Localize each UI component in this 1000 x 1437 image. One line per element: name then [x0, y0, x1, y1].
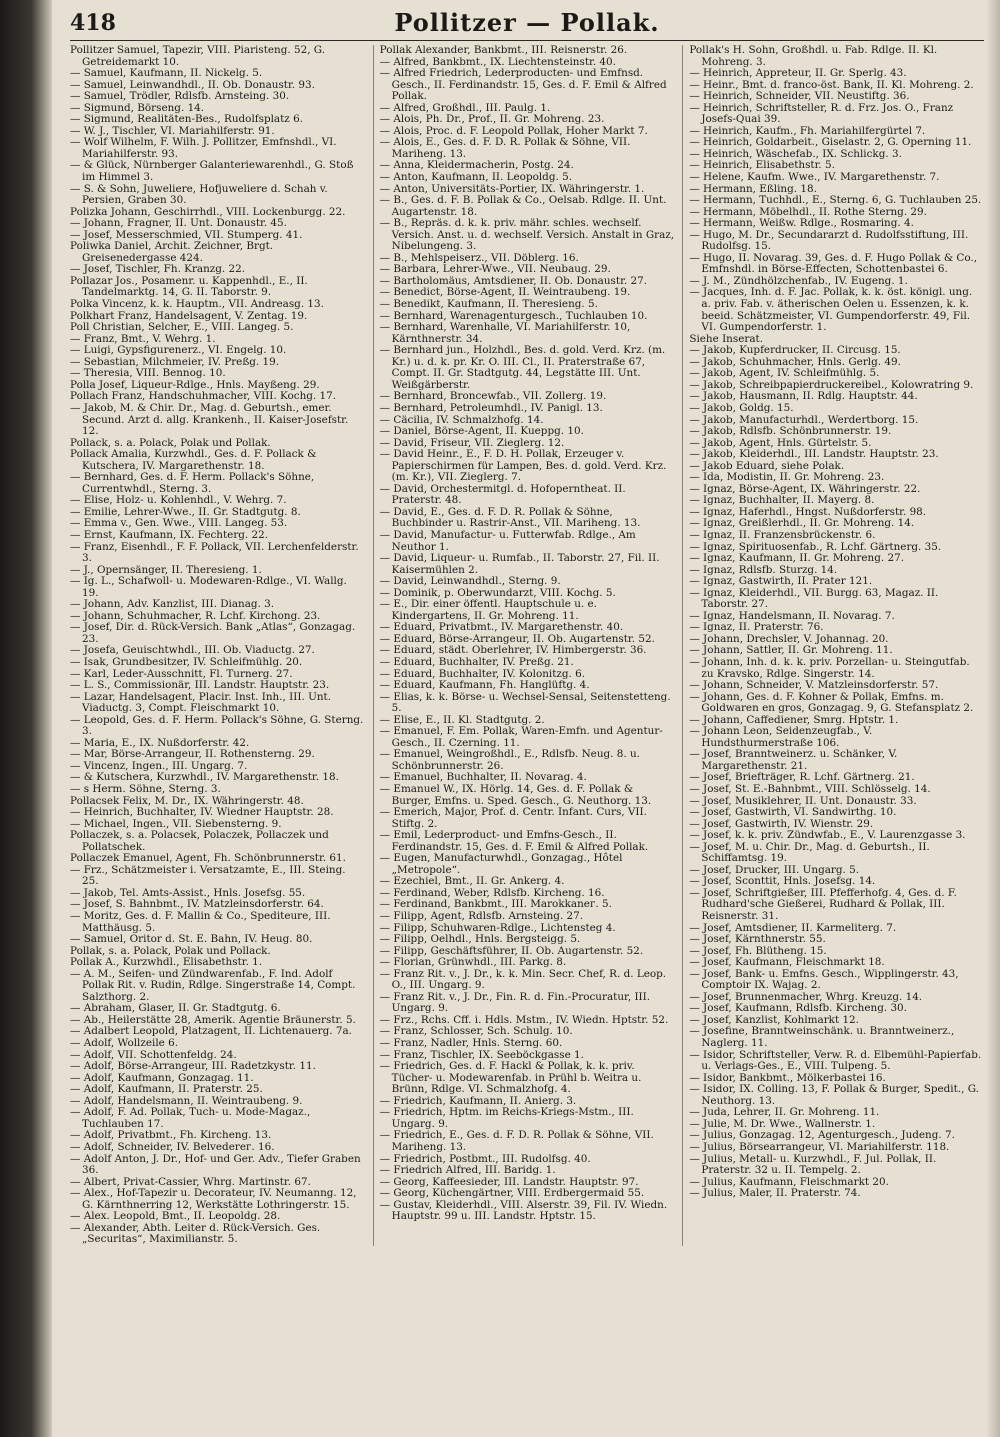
directory-entry: — Leopold, Ges. d. F. Herm. Pollack's Söhne, G. Sterng. 3. [70, 713, 364, 738]
directory-entry: — Friedrich, Hptm. im Reichs-Kriegs-Mstm., III. Ungarg. 9. [379, 1106, 634, 1130]
directory-entry: — W. J., Tischler, VI. Mariahilferstr. 91. [70, 124, 275, 137]
directory-entry: — Theresia, VIII. Bennog. 10. [70, 367, 226, 380]
directory-entry: — Josef, Messerschmied, VII. Stumperg. 41. [70, 228, 303, 241]
directory-entry: — Friedrich, Ges. d. F. Hackl & Pollak, k. k. priv. Tücher- u. Modewarenfab. in Prühl b. Weitra u. Brünn, Rdlge. VI. Schmalzhofg. 4. [379, 1060, 642, 1096]
directory-entry: — Johann, Drechsler, V. Johannag. 20. [689, 632, 889, 645]
directory-entry: — Josef, Kärnthnerstr. 55. [689, 933, 826, 946]
directory-entry: Pollitzer Samuel, Tapezir, VIII. Piaristeng. 52, G. Getreidemarkt 10. [70, 44, 326, 68]
directory-entry: — Benedikt, Kaufmann, II. Theresieng. 5. [379, 298, 598, 311]
directory-entry: — Alex. Leopold, Bmt., II. Leopoldg. 28. [70, 1210, 281, 1223]
directory-entry: — Josef, Sconttit, Hnls. Josefsg. 14. [689, 875, 876, 888]
entry-columns [70, 45, 984, 1246]
directory-entry: — Emanuel, Weingroßhdl., E., Rdlsfb. Neug. 8. u. Schönbrunnerstr. 26. [379, 748, 640, 772]
directory-entry: — Ignaz, II. Praterstr. 76. [689, 621, 824, 634]
directory-entry: — Samuel, Kaufmann, II. Nickelg. 5. [70, 67, 263, 80]
directory-entry: — Franz, Nadler, Hnls. Sterng. 60. [379, 1037, 563, 1050]
directory-entry: — B., Mehlspeiserz., VII. Döblerg. 16. [379, 251, 579, 264]
directory-entry: — Samuel, Trödler, Rdlsfb. Arnsteing. 30. [70, 90, 290, 103]
directory-entry: — Josef, Fh. Blütheng. 15. [689, 944, 827, 957]
directory-entry: — Emanuel, F. Em. Pollak, Waren-Emfn. und Agentur-Gesch., II. Czerning. 11. [379, 725, 663, 749]
directory-entry: — Josef, Gastwirth, VI. Sandwirthg. 10. [689, 806, 897, 819]
directory-entry: — Josef, Drucker, III. Ungarg. 5. [689, 863, 860, 876]
directory-entry: — Heinrich, Schneider, VII. Neustiftg. 36. [689, 90, 910, 103]
directory-entry: — Isidor, Bankbmt., Mölkerbastei 16. [689, 1071, 886, 1084]
directory-entry: — Josefa, Geuischtwhdl., III. Ob. Viaductg. 27. [70, 644, 315, 657]
directory-entry: — Alexander, Abth. Leiter d. Rück-Versich. Ges. „Securitas“, Maximilianstr. 5. [70, 1221, 321, 1246]
directory-entry: — Elias, k. k. Börse- u. Wechsel-Sensal, Seitenstetteng. 5. [379, 690, 671, 715]
directory-entry: — A. M., Seifen- und Zündwarenfab., F. Ind. Adolf Pollak Rit. v. Rudin, Rdlge. Singerstraße 14, Compt. Salzthorg. 2. [70, 967, 356, 1003]
directory-entry: — Jakob, Agent, Hnls. Gürtelstr. 5. [689, 436, 872, 449]
directory-entry: — Filipp, Geschäftsführer, II. Ob. Augartenstr. 52. [379, 944, 644, 957]
directory-entry: Poliwka Daniel, Archit. Zeichner, Brgt. Greisenedergasse 424. [70, 240, 274, 264]
directory-entry: — Helene, Kaufm. Wwe., IV. Margarethenstr. 7. [689, 171, 940, 184]
directory-entry: — Albert, Privat-Cassier, Whrg. Martinstr. 67. [70, 1175, 311, 1188]
directory-entry: — Josef, Tischler, Fh. Kranzg. 22. [70, 263, 246, 276]
directory-entry: — Ignaz, Buchhalter, II. Mayerg. 8. [689, 494, 875, 507]
directory-entry: — Georg, Kaffeesieder, III. Landstr. Hauptstr. 97. [379, 1175, 639, 1188]
directory-entry: — Josef, k. k. priv. Zündwfab., E., V. Laurenzgasse 3. [689, 829, 966, 842]
directory-entry: — Barbara, Lehrer-Wwe., VII. Neubaug. 29. [379, 263, 611, 276]
directory-entry: — Samuel, Oritor d. St. E. Bahn, IV. Heug. 80. [70, 933, 313, 946]
directory-entry: — Heinrich, Kaufm., Fh. Mariahilfergürtel 7. [689, 124, 926, 137]
directory-entry: — Alfred, Großhdl., III. Paulg. 1. [379, 101, 551, 114]
directory-entry: — Jakob, Schuhmacher, Hnls. Gerlg. 49. [689, 355, 901, 368]
directory-entry: — Julius, Kaufmann, Fleischmarkt 20. [689, 1175, 889, 1188]
directory-entry: — J., Opernsänger, II. Theresieng. 1. [70, 563, 262, 576]
directory-entry: — Gustav, Kleiderhdl., VIII. Alserstr. 39, Fil. IV. Wiedn. Hauptstr. 99 u. III. Landstr. Hptstr. 15. [379, 1198, 668, 1223]
directory-entry: — Ignaz, Börse-Agent, IX. Währingerstr. 22. [689, 482, 921, 495]
directory-entry: — Friedrich, E., Ges. d. F. D. R. Pollak & Söhne, VII. Mariheng. 13. [379, 1129, 654, 1153]
directory-entry: — Jakob, Agent, IV. Schleifmühlg. 5. [689, 367, 880, 380]
directory-entry: Pollak, s. a. Polack, Polak und Pollack. [70, 944, 271, 957]
directory-entry: — Ab., Heilerstätte 28, Amerik. Agentie Bräunerstr. 5. [70, 1013, 356, 1026]
directory-entry: — Jakob, Manufacturhdl., Werdertborg. 15. [689, 413, 919, 426]
directory-entry: — Josef, Schriftgießer, III. Pfefferhofg. 4, Ges. d. F. Rudhard'sche Gießerei, Rudhard & Pollak, III. Reisnerstr. 31. [689, 886, 957, 923]
directory-entry: — Adolf, Handelsmann, II. Weintraubeng. 9. [70, 1094, 303, 1107]
directory-entry: — Elise, Holz- u. Kohlenhdl., V. Wehrg. 7. [70, 494, 287, 507]
directory-entry: — David, Liqueur- u. Rumfab., II. Taborstr. 27, Fil. II. Kaisermühlen 2. [379, 552, 660, 576]
directory-entry: — Heinrich, Goldarbeit., Giselastr. 2, G. Operning 11. [689, 136, 972, 149]
directory-entry: — Ferdinand, Bankbmt., III. Marokkaneг. 5. [379, 898, 612, 911]
directory-entry: — Sigmund, Börseng. 14. [70, 101, 205, 114]
directory-entry: Siehe Inserat. [689, 332, 763, 345]
directory-entry: Polka Vincenz, k. k. Hauptm., VII. Andreasg. 13. [70, 298, 324, 311]
directory-entry: — Ignaz, Greißlerhdl., II. Gr. Mohreng. 14. [689, 517, 915, 530]
directory-entry: — E., Dir. einer öffentl. Hauptschule u. e. Kindergartens, II. Gr. Mohreng. 11. [379, 598, 597, 622]
directory-entry: — L. S., Commissionär, III. Landstr. Hauptstr. 23. [70, 679, 330, 692]
directory-entry: — Anna, Kleidermacherin, Postg. 24. [379, 159, 574, 172]
directory-entry: Poll Christian, Selcher, E., VIII. Langeg. 5. [70, 321, 294, 334]
directory-entry: — Jakob, Tel. Amts-Assist., Hnls. Josefsg. 55. [70, 886, 306, 899]
directory-entry: — B., Repräs. d. k. k. priv. mähr. schles. wechself. Versich. Anst. u. d. wechself. Versich. Anstalt in Graz, Nibelungeng. 3. [379, 217, 675, 253]
directory-entry: — Emilie, Lehrer-Wwe., II. Gr. Stadtgutg. 8. [70, 505, 301, 518]
directory-entry: — J. M., Zündhölzchenfab., IV. Eugeng. 1. [689, 274, 908, 287]
directory-entry: — Sebastian, Milchmeier, IV. Preßg. 19. [70, 355, 280, 368]
directory-entry: — Franz, Tischler, IX. Seeböckgasse 1. [379, 1048, 584, 1061]
directory-entry: — Josef, S. Bahnbmt., IV. Matzleinsdorferstr. 64. [70, 898, 324, 911]
directory-entry: — Abraham, Glaser, II. Gr. Stadtgutg. 6. [70, 1002, 281, 1015]
directory-entry: — Eduard, Privatbmt., IV. Margarethenstr. 40. [379, 621, 624, 634]
directory-entry: — Eugen, Manufacturwhdl., Gonzagag., Hôtel „Metropole“. [379, 852, 623, 876]
directory-entry: — Jacques, Inh. d. F. Jac. Pollak, k. k. öst. königl. ung. a. priv. Fab. v. ätherischen Oelen u. Essenzen, k. k. beeid. Schätzmeister, VI. Gumpendorferstr. 49, Fil. VI. Gumpendorferstr. 1. [689, 286, 973, 334]
directory-entry: — Juda, Lehrer, II. Gr. Mohreng. 11. [689, 1106, 880, 1119]
directory-entry: — Ignaz, Spirituosenfab., R. Lchf. Gärtnerg. 35. [689, 540, 942, 553]
directory-entry: — Alfred Friedrich, Lederproducten- und Emfnsd. Gesch., II. Ferdinandstr. 15, Ges. d. F. Emil & Alfred Pollak. [379, 67, 667, 103]
directory-entry: — S. & Sohn, Juweliere, Hofjuweliere d. Schah v. Persien, Graben 30. [70, 182, 328, 207]
directory-entry: — Ignaz, Haferhdl., Hngst. Nußdorferstr. 98. [689, 505, 927, 518]
directory-entry: Pollacsek Felix, M. Dr., IX. Währingerstr. 48. [70, 794, 304, 807]
directory-entry: — & Kutschera, Kurzwhdl., IV. Margarethenstr. 18. [70, 771, 339, 784]
directory-entry: — Adalbert Leopold, Platzagent, II. Lichtenauerg. 7a. [70, 1025, 352, 1038]
directory-entry: — Franz, Schlosser, Sch. Schulg. 10. [379, 1025, 573, 1038]
directory-entry: — Jakob, Hausmann, II. Rdlg. Hauptstr. 44. [689, 390, 918, 403]
directory-entry: — Adolf, Kaufmann, Gonzagag. 11. [70, 1071, 254, 1084]
directory-entry: — Friedrich, Kaufmann, II. Anierg. 3. [379, 1094, 577, 1107]
directory-entry: — Alex., Hof-Tapezir u. Decorateur, IV. Neumanng. 12, G. Kärnthnerring 12, Werkstätte Lothringerstr. 15. [70, 1187, 357, 1211]
directory-entry: — Franz, Bmt., V. Wehrg. 1. [70, 332, 216, 345]
directory-entry: — Bernhard jun., Holzhdl., Bes. d. gold. Verd. Krz. (m. Kr.) u. d. k. pr. Kr. O. III. Cl., II. Praterstraße 67, Compt. II. Gr. Stadtgutg. 44, Legstätte III. Unt. Weißgärberstr. [379, 344, 666, 391]
directory-entry: — Josef, Musiklehrer, II. Unt. Donaustr. 33. [689, 794, 917, 807]
directory-entry: Pollack Amalia, Kurzwhdl., Ges. d. F. Pollack & Kutschera, IV. Margarethenstr. 18. [70, 448, 317, 472]
directory-entry: — Julius, Maler, II. Praterstr. 74. [689, 1187, 861, 1200]
directory-entry: — s Herm. Söhne, Sterng. 3. [70, 783, 221, 795]
directory-entry: — Hermann, Eßling. 18. [689, 182, 817, 195]
directory-entry: — Adolf, VII. Schottenfeldg. 24. [70, 1048, 237, 1061]
directory-entry: — Filipp, Schuhwaren-Rdlge., Lichtensteg 4. [379, 921, 616, 934]
directory-entry: — Adolf, Privatbmt., Fh. Kircheng. 13. [70, 1129, 272, 1142]
directory-entry: — Hermann, Möbelhdl., II. Rothe Sterng. 29. [689, 205, 927, 218]
directory-entry: — B., Ges. d. F. B. Pollak & Co., Oelsab. Rdlge. II. Unt. Augartenstr. 18. [379, 194, 667, 218]
directory-entry: — Hermann, Tuchhdl., E., Sterng. 6, G. Tuchlauben 25. [689, 194, 982, 207]
directory-entry: — & Glück, Nürnberger Galanteriewarenhdl., G. Stoß im Himmel 3. [70, 159, 354, 184]
directory-entry: — Heinrich, Schriftsteller, R. d. Frz. Jos. O., Franz Josefs-Quai 39. [689, 101, 954, 126]
directory-entry: — Isidor, Schriftsteller, Verw. R. d. Elbemühl-Papierfab. u. Verlags-Ges., E., VIII. Tulpeng. 5. [689, 1048, 982, 1073]
directory-entry: — Florian, Grünwhdl., III. Parkg. 8. [379, 956, 567, 969]
directory-entry: — Bernhard, Warenagenturgesch., Tuchlauben 10. [379, 309, 648, 322]
directory-entry: — Frz., Rchs. Cff. i. Hdls. Mstm., IV. Wiedn. Hptstr. 52. [379, 1013, 669, 1026]
directory-entry: — Benedict, Börse-Agent, II. Weintraubeng. 19. [379, 286, 631, 299]
directory-entry: — Adolf, Schneider, IV. Belvederег. 16. [70, 1140, 275, 1153]
directory-entry: — Josef, M. u. Chir. Dr., Mag. d. Geburtsh., II. Schiffamtsg. 19. [689, 840, 930, 865]
directory-entry: — Ida, Modistin, II. Gr. Mohreng. 23. [689, 471, 885, 484]
directory-entry: — Julius, Gonzagag. 12, Agenturgesch., Judeng. 7. [689, 1129, 955, 1142]
directory-entry: — Bernhard, Broncewfab., VII. Zollerg. 19. [379, 390, 607, 403]
directory-entry: Pollak's H. Sohn, Großhdl. u. Fab. Rdlge. II. Kl. Mohreng. 3. [689, 44, 938, 68]
directory-entry: — Isak, Grundbesitzer, IV. Schleifmühlg. 20. [70, 655, 303, 668]
directory-entry: — Johann, Schneider, V. Matzleinsdorferstr. 57. [689, 679, 939, 692]
directory-entry: — Emanuel, Buchhalter, II. Novarag. 4. [379, 771, 587, 784]
directory-entry: — Ignaz, Gastwirth, II. Prater 121. [689, 575, 873, 588]
page-number: 418 [70, 10, 116, 36]
directory-entry: — Jakob Eduard, siehe Polak. [689, 459, 845, 472]
directory-entry: — Heinrich, Wäschefab., IX. Schlickg. 3. [689, 147, 902, 160]
directory-entry: — Eduard, Börse-Arrangeur, II. Ob. Augartenstr. 52. [379, 632, 655, 645]
directory-entry: — Isidor, IX. Colling. 13, F. Pollak & Burger, Spedit., G. Neuthorg. 13. [689, 1083, 979, 1107]
directory-entry: — Franz Rit. v., J. Dr., k. k. Min. Secr. Chef, R. d. Leop. O., III. Ungarg. 9. [379, 967, 667, 992]
directory-entry: — Josefine, Branntweinschänk. u. Branntweinerz., Naglerg. 11. [689, 1025, 955, 1050]
directory-entry: — Dominik, p. Oberwundarzt, VIII. Kochg. 5. [379, 586, 616, 599]
directory-entry: — Hugo, M. Dr., Secundararzt d. Rudolfsstiftung, III. Rudolfsg. 15. [689, 228, 969, 253]
directory-entry: — Adolf, Börse-Arrangeur, III. Radetzkystr. 11. [70, 1060, 316, 1073]
directory-entry: — Julius, Metall- u. Kurzwhdl., F. Jul. Pollak, II. Praterstr. 32 u. II. Tempelg. 2. [689, 1152, 937, 1177]
directory-entry: — Jakob, Kleiderhdl., III. Landstr. Hauptstr. 23. [689, 448, 939, 461]
directory-entry: — Eduard, Buchhalter, IV. Kolonitzg. 6. [379, 667, 586, 680]
directory-entry: — Anton, Universitäts-Portier, IX. Währingerstr. 1. [379, 182, 645, 195]
directory-entry: Pollack, s. a. Polack, Polak und Pollak. [70, 436, 271, 449]
directory-entry: — Michael, Ingen., VII. Siebensterng. 9. [70, 817, 282, 830]
directory-entry: Pollak Alexander, Bankbmt., III. Reisnerstr. 26. [379, 44, 628, 56]
directory-entry: Pollak A., Kurzwhdl., Elisabethstr. 1. [70, 956, 263, 969]
directory-entry: — Karl, Leder-Ausschnitt, Fl. Turnerg. 27. [70, 667, 293, 680]
directory-entry: — Eduard, Buchhalter, IV. Preßg. 21. [379, 655, 574, 668]
directory-entry: — Daniel, Börse-Agent, II. Kueppg. 10. [379, 425, 584, 438]
directory-entry: — Heinr., Bmt. d. franco-öst. Bank, II. Kl. Mohreng. 2. [689, 78, 974, 91]
directory-entry: — Josef, Brunnenmacher, Whrg. Kreuzg. 14. [689, 990, 923, 1003]
directory-entry: — Ignaz, Kleiderhdl., VII. Burgg. 63, Magaz. II. Taborstr. 27. [689, 586, 939, 611]
directory-entry: — Luigi, Gypsfigurenerz., VI. Engelg. 10. [70, 344, 287, 357]
directory-entry: — Franz, Eisenhdl., F. F. Pollack, VII. Lerchenfelderstr. 3. [70, 540, 359, 565]
directory-entry: — Ignaz, Handelsmann, II. Novarag. 7. [689, 609, 895, 622]
directory-entry: Polla Josef, Liqueur-Rdlge., Hnls. Mayßeng. 29. [70, 378, 320, 391]
directory-entry: — Josef, Branntweinerz. u. Schänker, V. Margarethenstr. 21. [689, 748, 898, 772]
directory-entry: — Hugo, II. Novarag. 39, Ges. d. F. Hugo Pollak & Co., Emfnshdl. in Börse-Effecten, Schottenbastei 6. [689, 251, 978, 276]
directory-entry: — Maria, E., IX. Nußdorferstr. 42. [70, 736, 250, 749]
directory-entry: — Jakob, Schreibpapierdruckereibel., Kolowratring 9. [689, 378, 974, 391]
directory-entry: — Heinrich, Elisabethstr. 5. [689, 159, 835, 172]
directory-entry: — Ernst, Kaufmann, IX. Fechterg. 22. [70, 528, 269, 541]
directory-entry: Pollaczek, s. a. Polacsek, Polaczek, Pollaczek und Pollatschek. [70, 829, 329, 853]
page-fold-shadow [986, 0, 1000, 1437]
directory-entry: — Jakob, Rdlsfb. Schönbrunnerstr. 19. [689, 425, 892, 438]
directory-entry: — Friedrich Alfred, III. Baridg. 1. [379, 1164, 556, 1177]
directory-entry: — David, Leinwandhdl., Sterng. 9. [379, 575, 561, 588]
directory-entry: — Ignaz, Rdlsfb. Sturzg. 14. [689, 563, 838, 576]
directory-entry: — David Heinr., E., F. D. H. Pollak, Erzeuger v. Papierschirmen für Lampen, Bes. d. gold. Verd. Krz. (m. Kr.), VII. Zieglerg. 7. [379, 448, 667, 484]
directory-entry: — Heinrich, Buchhalter, IV. Wiedner Hauptstr. 28. [70, 806, 334, 819]
directory-entry: — Ezechiel, Bmt., II. Gr. Ankerg. 4. [379, 875, 565, 888]
directory-entry: — Alois, Ph. Dr., Prof., II. Gr. Mohreng. 23. [379, 113, 605, 126]
directory-entry: Polkhart Franz, Handelsagent, V. Zentag. 19. [70, 309, 308, 322]
directory-entry: — Julius, Börsearrangeur, VI. Mariahilferstr. 118. [689, 1140, 950, 1153]
page-header [70, 8, 984, 38]
directory-entry: — Heinrich, Appreteur, II. Gr. Sperlg. 43. [689, 67, 907, 80]
directory-entry: Pollach Franz, Handschuhmacher, VIII. Kochg. 17. [70, 390, 337, 403]
directory-entry: — Wolf Wilhelm, F. Wilh. J. Pollitzer, Emfnshdl., VI. Mariahilferstr. 93. [70, 136, 337, 160]
directory-entry: — David, Manufactur- u. Futterwfab. Rdlge., Am Neuthor 1. [379, 528, 636, 553]
directory-entry: Pollazar Jos., Posamenr. u. Kappenhdl., E., II. Tandelmarktg. 14, G. II. Taborstr. 9. [70, 274, 308, 299]
directory-entry: — Friedrich, Postbmt., III. Rudolfsg. 40. [379, 1152, 591, 1165]
directory-entry: — Josef, St. E.-Bahnbmt., VIII. Schlösselg. 14. [689, 783, 931, 795]
directory-entry: — Sigmund, Realitäten-Bes., Rudolfsplatz 6. [70, 113, 303, 126]
directory-entry: — Johann, Caffediener, Smrg. Hptstr. 1. [689, 713, 899, 726]
directory-entry: — Bernhard, Ges. d. F. Herm. Pollack's Söhne, Currentwhdl., Sterng. 3. [70, 471, 315, 495]
directory-entry: — Mar, Börse-Arrangeur, II. Rothensterng. 29. [70, 748, 315, 761]
directory-entry: — Filipp, Agent, Rdlsfb. Arnsteing. 27. [379, 910, 584, 923]
directory-entry: — Anton, Kaufmann, II. Leopoldg. 5. [379, 171, 572, 184]
directory-entry: — Bartholomäus, Amtsdiener, II. Ob. Donaustr. 27. [379, 274, 648, 287]
directory-entry: — Eduard, städt. Oberlehrer, IV. Himbergerstr. 36. [379, 644, 647, 657]
directory-entry: — Emanuel W., IX. Hörlg. 14, Ges. d. F. Pollak & Burger, Emfns. u. Sped. Gesch., G. Neuthorg. 13. [379, 783, 652, 807]
directory-entry: — Georg, Küchengärtner, VIII. Erdbergermaid 55. [379, 1187, 645, 1200]
directory-entry: — Ferdinand, Weber, Rdlsfb. Kircheng. 16. [379, 886, 605, 899]
directory-entry: — Bernhard, Warenhalle, VI. Mariahilferstr. 10, Kärnthnerstr. 34. [379, 321, 631, 345]
directory-entry: — Josef, Bank- u. Emfns. Gesch., Wipplingerstr. 43, Comptoir IX. Wajag. 2. [689, 967, 959, 992]
directory-entry: — Johann, Sattler, II. Gr. Mohreng. 11. [689, 644, 893, 657]
directory-entry: — Adolf, F. Ad. Pollak, Tuch- u. Mode-Magaz., Tuchlauben 17. [70, 1106, 311, 1130]
directory-entry: — Alois, E., Ges. d. F. D. R. Pollak & Söhne, VII. Mariheng. 13. [379, 136, 631, 160]
directory-entry: — Ignaz, II. Franzensbrückenstr. 6. [689, 528, 876, 541]
directory-entry: — Bernhard, Petroleumhdl., IV. Panigl. 13. [379, 401, 603, 414]
directory-entry: — Jakob, Goldg. 15. [689, 401, 794, 414]
directory-entry: — Eduard, Kaufmann, Fh. Hanglüftg. 4. [379, 679, 590, 692]
directory-entry: — Emerich, Major, Prof. d. Centr. Infant. Curs, VII. Stiftg. 2. [379, 806, 647, 830]
directory-entry: — Samuel, Leinwandhdl., II. Ob. Donaustr. 93. [70, 78, 315, 91]
directory-entry: — Vincenz, Ingen., III. Ungarg. 7. [70, 759, 248, 772]
header-rule [70, 40, 984, 41]
directory-entry: — Julie, M. Dr. Wwe., Wallnerstr. 1. [689, 1117, 876, 1130]
directory-entry: — Filipp, Oelhdl., Hnls. Bergsteigg. 5. [379, 933, 581, 946]
directory-entry: — Johann, Inh. d. k. k. priv. Porzellan- u. Steingutfab. zu Kravsko, Rdlge. Singerstr. 14. [689, 655, 970, 680]
directory-entry: — Alfred, Bankbmt., IX. Liechtensteinstr. 40. [379, 55, 616, 68]
running-head: Pollitzer — Pollak. [394, 8, 660, 37]
directory-entry: — David, Friseur, VII. Zieglerg. 12. [379, 436, 565, 449]
directory-entry: — Josef, Gastwirth, IV. Wienstr. 29. [689, 817, 874, 830]
directory-entry: — Josef, Kanzlist, Kohlmarkt 12. [689, 1013, 859, 1026]
directory-entry: — Moritz, Ges. d. F. Mallin & Co., Spediteure, III. Matthäusg. 5. [70, 910, 331, 934]
directory-entry: — Johann Leon, Seidenzeugfab., V. Hundsthurmerstraße 106. [689, 725, 873, 749]
directory-entry: — Johann, Fragner, II. Unt. Donaustr. 45. [70, 217, 287, 230]
directory-entry: — Frz., Schätzmeister i. Versatzamte, E., III. Steing. 25. [70, 863, 346, 888]
directory-entry: — Josef, Dir. d. Rück-Versich. Bank „Atlas“, Gonzagag. 23. [70, 621, 356, 645]
directory-entry: — Johann, Adv. Kanzlist, III. Dianag. 3. [70, 598, 275, 611]
directory-entry: — Ignaz, Kaufmann, II. Gr. Mohreng. 27. [689, 552, 905, 565]
directory-entry: — Adolf, Wollzeile 6. [70, 1037, 179, 1050]
directory-entry: — Josef, Kaufmann, Fleischmarkt 18. [689, 956, 885, 969]
directory-entry: — Cäcilia, IV. Schmalzhofg. 14. [379, 413, 544, 426]
directory-entry: — Lazar, Handelsagent, Placir. Inst. Inh., III. Unt. Viaductg. 3, Compt. Fleischmarkt 10. [70, 690, 331, 715]
directory-entry: — Adolf, Kaufmann, II. Praterstr. 25. [70, 1083, 263, 1096]
directory-entry: — Elise, E., II. Kl. Stadtgutg. 2. [379, 713, 545, 726]
directory-entry: — Alois, Proc. d. F. Leopold Pollak, Hoher Markt 7. [379, 124, 648, 137]
column-right [682, 45, 984, 1246]
directory-entry: — Emil, Lederproduct- und Emfns-Gesch., II. Ferdinandstr. 15, Ges. d. F. Emil & Alfred Pollak. [379, 829, 649, 853]
directory-entry: — Hermann, Weißw. Rdlge., Rosmaring. 4. [689, 217, 914, 230]
directory-entry: — Johann, Schuhmacher, R. Lchf. Kirchong. 23. [70, 609, 321, 622]
directory-entry: — Emma v., Gen. Wwe., VIII. Langeg. 53. [70, 517, 288, 530]
directory-entry: — David, E., Ges. d. F. D. R. Pollak & Söhne, Buchbinder u. Rastrir-Anst., VII. Mariheng. 13. [379, 505, 641, 530]
directory-entry: — Jakob, Kupferdrucker, II. Circusg. 15. [689, 344, 901, 357]
directory-entry: — Franz Rit. v., J. Dr., Fin. R. d. Fin.-Procuratur, III. Ungarg. 9. [379, 990, 651, 1015]
directory-entry: Pollaczek Emanuel, Agent, Fh. Schönbrunnerstr. 61. [70, 852, 346, 865]
directory-entry: — David, Orchestermitgl. d. Hofopernthеat. II. Praterstr. 48. [379, 482, 626, 507]
directory-entry: — Josef, Kaufmann, Rdlsfb. Kircheng. 30. [689, 1002, 907, 1015]
directory-entry: — Ig. L., Schafwoll- u. Modewaren-Rdlge., VI. Wallg. 19. [70, 575, 347, 599]
column-left [70, 45, 365, 1246]
directory-entry: Polizka Johann, Geschirrhdl., VIII. Lockenburgg. 22. [70, 205, 346, 218]
directory-entry: — Josef, Amtsdiener, II. Karmeliterg. 7. [689, 921, 897, 934]
directory-entry: — Adolf Anton, J. Dr., Hof- und Ger. Adv., Tiefer Graben 36. [70, 1152, 361, 1177]
directory-entry: — Johann, Ges. d. F. Kohner & Pollak, Emfns. m. Goldwaren en gros, Gonzagag. 9, G. Stefansplatz 2. [689, 690, 974, 715]
directory-entry: — Josef, Briefträger, R. Lchf. Gärtnerg. 21. [689, 771, 915, 784]
column-middle [373, 45, 675, 1246]
directory-entry: — Jakob, M. & Chir. Dr., Mag. d. Geburtsh., emer. Secund. Arzt d. allg. Krankenh., II. Kaiser-Josefstr. 12. [70, 401, 349, 438]
